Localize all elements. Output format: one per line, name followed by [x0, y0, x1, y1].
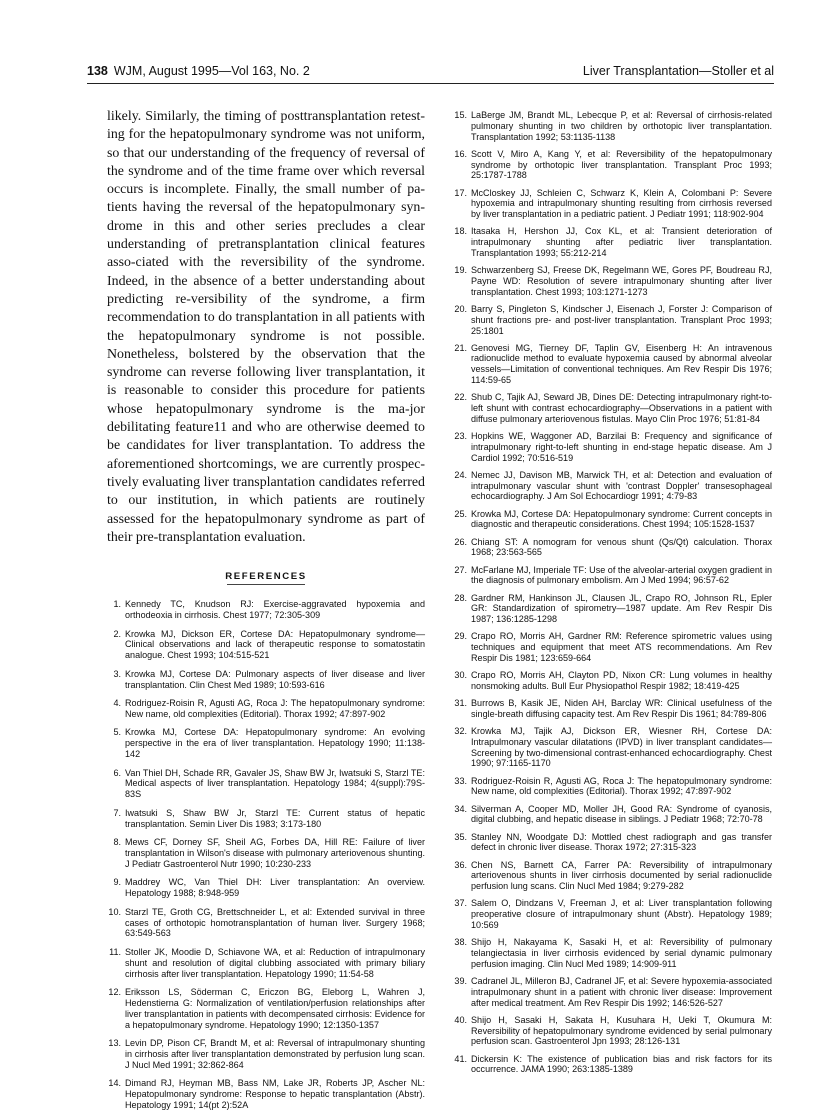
reference-number: 7. [113, 807, 121, 818]
reference-item [450, 976, 772, 1008]
reference-text: Silverman A, Cooper MD, Moller JH, Good RA: Syndrome of cyanosis, digital clubbing, and hepatic disease in siblings. J Pediatr 1968; 72:70-78 [471, 803, 772, 825]
reference-text: Crapo RO, Morris AH, Gardner RM: Reference spirometric values using techniques and equipment that meet ATS recommendations. Am Rev Respir Dis 1981; 123:659-664 [471, 631, 772, 663]
reference-text: Rodriguez-Roisin R, Agusti AG, Roca J: The hepatopulmonary syndrome: New name, old complexities (Editorial). Thorax 1992; 47:897-902 [471, 775, 772, 797]
reference-number: 6. [113, 767, 121, 778]
reference-item [107, 669, 425, 691]
reference-item [450, 431, 772, 463]
reference-item [450, 776, 772, 798]
reference-number: 39. [454, 975, 467, 986]
reference-text: Salem O, Dindzans V, Freeman J, et al: Liver transplantation following preoperative closure of intrapulmonary shunt (Abstr). Hepatology 1989; 10:569 [471, 898, 772, 930]
reference-number: 37. [454, 898, 467, 909]
reference-item [107, 947, 425, 979]
reference-text: Krowka MJ, Tajik AJ, Dickson ER, Wiesner RH, Cortese DA: Intrapulmonary vascular dilatations (IPVD) in liver transplant candidates—Screening by two-dimensional contrast-enhanced echocardiography. Chest 1990; 97:1165-1170 [471, 726, 772, 769]
reference-text: Chen NS, Barnett CA, Farrer PA: Reversibility of intrapulmonary arteriovenous shunts in liver cirrhosis documented by serial radionuclide perfusion lung scans. Clin Nucl Med 1984; 9:279-282 [471, 859, 772, 892]
reference-number: 20. [454, 303, 467, 314]
reference-number: 22. [454, 392, 467, 403]
reference-text: Stanley NN, Woodgate DJ: Mottled chest radiograph and gas transfer defect in chronic liver disease. Thorax 1972; 27:315-323 [471, 831, 772, 853]
reference-number: 24. [454, 469, 467, 480]
reference-number: 30. [454, 670, 467, 681]
reference-item [450, 226, 772, 258]
reference-item [450, 1015, 772, 1047]
reference-item [450, 537, 772, 559]
reference-text: Shijo H, Nakayama K, Sasaki H, et al: Reversibility of pulmonary telangiectasia in liver cirrhosis evidenced by serial dynamic pulmonary perfusion imaging. Clin Nucl Med 1989; 14:909-911 [471, 937, 772, 969]
body-paragraph: likely. Similarly, the timing of posttransplantation retest-ing for the hepatopulmonary syndrome was not uniform, so that our understanding of the frequency of reversal of the syndrome and of the time frame over which reversal occurs is incomplete. Finally, the small number of pa-tients having the reversal of the hepatopulmonary syn-drome in this and other series precludes a clear understanding of pretransplantation clinical features asso-ciated with the reversibility of the syndrome. Indeed, in the absence of a better understanding about predicting re-versibility of the syndrome, a firm recommendation to do transplantation in all patients with the hepatopulmonary syndrome is not possible. Nonetheless, bolstered by the observation that the syndrome can reverse following liver transplantation, it is reasonable to consider this procedure for patients whose hepatopulmonary syndrome is the ma-jor debilitating feature11 and who are otherwise deemed to be candidates for liver transplantation. To address the aforementioned shortcomings, we are currently prospec-tively evaluating liver transplantation candidates referred to our institution, in which patients are routinely assessed for the hepatopulmonary syndrome as part of their pre-transplantation evaluation. [107, 109, 425, 545]
reference-item [107, 727, 425, 759]
reference-text: Barry S, Pingleton S, Kindscher J, Eisenach J, Forster J: Comparison of shunt fractions pre- and post-liver transplantation. Transplant Proc 1993; 25:1801 [471, 303, 772, 336]
reference-text: Mews CF, Dorney SF, Sheil AG, Forbes DA, Hill RE: Failure of liver transplantation in Wilson's disease with pulmonary arteriovenous shunting. J Pediatr Gastroenterol Nutr 1990; 10:230-233 [125, 837, 425, 869]
reference-number: 26. [454, 536, 467, 547]
left-column [107, 108, 425, 1119]
reference-item [450, 698, 772, 720]
reference-text: Eriksson LS, Söderman C, Ericzon BG, Eleborg L, Wahren J, Hedenstierna G: Normalization of ventilation/perfusion relationships after liver transplantation in patients with decompensated cirrhosis: Evidence for a hepatopulmonary syndrome. Hepatology 1990; 12:1350-1357 [125, 987, 425, 1030]
reference-number: 11. [109, 947, 121, 958]
reference-item [450, 265, 772, 297]
running-title: Liver Transplantation—Stoller et al [582, 64, 774, 78]
reference-text: LaBerge JM, Brandt ML, Lebecque P, et al: Reversal of cirrhosis-related pulmonary shunting in two children by orthotopic liver transplantation. Transplantation 1992; 53:1135-1138 [471, 110, 772, 142]
reference-item [107, 1038, 425, 1070]
reference-text: Levin DP, Pison CF, Brandt M, et al: Reversal of intrapulmonary shunting in cirrhosis after liver transplantation demonstrated by perfusion lung scan. J Nucl Med 1991; 32:862-864 [125, 1038, 425, 1070]
reference-item [107, 599, 425, 621]
reference-item [450, 392, 772, 424]
reference-number: 5. [113, 727, 121, 738]
reference-text: McFarlane MJ, Imperiale TF: Use of the alveolar-arterial oxygen gradient in the diagnosis of pulmonary embolism. Am J Med 1994; 96:57-62 [471, 564, 772, 586]
reference-text: Krowka MJ, Cortese DA: Hepatopulmonary syndrome: Current concepts in diagnostic and therapeutic considerations. Chest 1994; 105:1528-1537 [471, 508, 772, 530]
reference-number: 15. [454, 110, 467, 120]
reference-number: 21. [454, 342, 467, 353]
reference-text: Crapo RO, Morris AH, Clayton PD, Nixon CR: Lung volumes in healthy nonsmoking adults. Bull Eur Physiopathol Respir 1982; 18:419-425 [471, 670, 772, 691]
reference-item [450, 726, 772, 769]
reference-text: Schwarzenberg SJ, Freese DK, Regelmann WE, Gores PF, Boudreau RJ, Payne WD: Resolution of severe intrapulmonary shunting after liver transplantation. Chest 1993; 103:1271-1273 [471, 265, 772, 297]
reference-text: Gardner RM, Hankinson JL, Clausen JL, Crapo RO, Johnson RL, Epler GR: Standardization of spirometry—1987 update. Am Rev Respir Dis 1987; 136:1285-1298 [471, 592, 772, 625]
reference-number: 31. [454, 698, 467, 709]
reference-text: Krowka MJ, Dickson ER, Cortese DA: Hepatopulmonary syndrome—Clinical observations and lack of therapeutic response to somatostatin analogue. Chest 1993; 104:515-521 [125, 628, 425, 661]
reference-item [107, 837, 425, 869]
reference-number: 34. [454, 803, 467, 814]
reference-item [450, 110, 772, 142]
reference-number: 18. [454, 226, 467, 237]
right-column [450, 110, 772, 1082]
reference-item [107, 907, 425, 939]
reference-text: Scott V, Miro A, Kang Y, et al: Reversibility of the hepatopulmonary syndrome by orthotopic liver transplantation. Transplant Proc 1993; 25:1787-1788 [471, 148, 772, 181]
reference-text: McCloskey JJ, Schleien C, Schwarz K, Klein A, Colombani P: Severe hypoxemia and intrapulmonary shunting resulting from cirrhosis reversed by liver transplantation in a pediatric patient. J Pediatr 1991; 118:902-904 [471, 187, 772, 220]
reference-number: 40. [454, 1014, 467, 1025]
reference-text: Krowka MJ, Cortese DA: Hepatopulmonary syndrome: An evolving perspective in the era of liver transplantation. Hepatology 1990; 11:138-142 [125, 727, 425, 760]
reference-number: 36. [454, 859, 467, 870]
reference-item [450, 898, 772, 930]
reference-item [450, 149, 772, 181]
reference-text: Cadranel JL, Milleron BJ, Cadranel JF, et al: Severe hypoxemia-associated intrapulmonary shunt in a patient with chronic liver disease: Improvement after medical treatment. Am Rev Respir Dis 1992; 146:526-527 [471, 975, 772, 1008]
reference-item [450, 343, 772, 386]
reference-text: Dimand RJ, Heyman MB, Bass NM, Lake JR, Roberts JP, Ascher NL: Hepatopulmonary syndrome: Response to hepatic transplantation (Abstr). Hepatology 1991; 14(pt 2):52A [125, 1078, 425, 1110]
reference-item [450, 670, 772, 692]
reference-text: Stoller JK, Moodie D, Schiavone WA, et al: Reduction of intrapulmonary shunt and resolution of digital clubbing associated with primary biliary cirrhosis after liver transplantation. Hepatology 1990; 11:54-58 [125, 947, 425, 979]
reference-number: 12. [108, 987, 121, 998]
header-left [87, 64, 310, 78]
reference-text: Itasaka H, Hershon JJ, Cox KL, et al: Transient deterioration of intrapulmonary shunting after pediatric liver transplantation. Transplantation 1993; 55:212-214 [471, 226, 772, 258]
reference-text: Krowka MJ, Cortese DA: Pulmonary aspects of liver disease and liver transplantation. Clin Chest Med 1989; 10:593-616 [125, 668, 425, 690]
reference-number: 3. [113, 668, 121, 679]
reference-text: Starzl TE, Groth CG, Brettschneider L, et al: Extended survival in three cases of orthotopic homotransplantation of human liver. Surgery 1968; 63:549-563 [125, 906, 425, 939]
reference-item [450, 631, 772, 663]
reference-text: Maddrey WC, Van Thiel DH: Liver transplantation: An overview. Hepatology 1988; 8:948-959 [125, 877, 425, 899]
reference-item [107, 698, 425, 720]
reference-text: Shub C, Tajik AJ, Seward JB, Dines DE: Detecting intrapulmonary right-to-left shunt with contrast echocardiography—Observations in a patient with diffuse pulmonary arteriovenous fistulas. Mayo Clin Proc 1976; 51:81-84 [471, 392, 772, 424]
page-number: 138 [87, 64, 108, 78]
reference-number: 27. [454, 564, 467, 575]
reference-item [450, 860, 772, 892]
reference-number: 19. [454, 265, 467, 276]
reference-number: 32. [454, 726, 467, 737]
reference-item [450, 304, 772, 336]
reference-item [450, 188, 772, 220]
reference-item [107, 987, 425, 1030]
reference-number: 1. [113, 599, 121, 610]
reference-number: 4. [113, 698, 121, 709]
reference-text: Van Thiel DH, Schade RR, Gavaler JS, Shaw BW Jr, Iwatsuki S, Starzl TE: Medical aspects of liver transplantation. Hepatology 1984; 4(suppl):79S-83S [125, 767, 425, 800]
reference-item [107, 768, 425, 800]
reference-number: 33. [454, 775, 467, 786]
reference-number: 9. [113, 877, 121, 888]
reference-item [107, 1078, 425, 1110]
reference-number: 29. [454, 631, 467, 642]
reference-item [107, 877, 425, 899]
reference-text: Chiang ST: A nomogram for venous shunt (Qs/Qt) calculation. Thorax 1968; 23:563-565 [471, 536, 772, 558]
reference-item [450, 937, 772, 969]
reference-text: Rodriguez-Roisin R, Agusti AG, Roca J: The hepatopulmonary syndrome: New name, old complexities (Editorial). Thorax 1992; 47:897-902 [125, 698, 425, 719]
reference-text: Shijo H, Sasaki H, Sakata H, Kusuhara H, Ueki T, Okumura M: Reversibility of hepatopulmonary syndrome evidenced by serial pulmonary perfusion scan. Gastroenterol Jpn 1993; 28:126-131 [471, 1014, 772, 1047]
reference-number: 25. [454, 508, 467, 519]
reference-item [107, 629, 425, 661]
references-list-left [107, 599, 425, 1111]
reference-number: 14. [108, 1078, 121, 1089]
reference-number: 35. [454, 831, 467, 842]
header-rule [87, 83, 774, 84]
reference-text: Genovesi MG, Tierney DF, Taplin GV, Eisenberg H: An intravenous radionuclide method to evaluate hypoxemia caused by abnormal alveolar vessels—Limitation of conventional techniques. Am Rev Respir Dis 1976; 114:59-65 [471, 342, 772, 386]
reference-item [450, 509, 772, 531]
reference-item [450, 832, 772, 854]
reference-number: 13. [108, 1038, 121, 1049]
reference-text: Kennedy TC, Knudson RJ: Exercise-aggravated hypoxemia and orthodeoxia in cirrhosis. Chest 1977; 72:305-309 [125, 599, 425, 620]
reference-number: 38. [454, 937, 467, 948]
reference-text: Dickersin K: The existence of publication bias and risk factors for its occurrence. JAMA 1990; 263:1385-1389 [471, 1053, 772, 1075]
reference-item [450, 470, 772, 502]
reference-number: 16. [454, 148, 467, 159]
reference-text: Iwatsuki S, Shaw BW Jr, Starzl TE: Current status of hepatic transplantation. Semin Liver Dis 1983; 3:173-180 [125, 807, 425, 829]
references-heading: REFERENCES [225, 571, 307, 583]
references-list-right [450, 110, 772, 1075]
reference-number: 10. [108, 906, 121, 917]
reference-number: 17. [454, 187, 467, 198]
reference-item [107, 808, 425, 830]
reference-text: Burrows B, Kasik JE, Niden AH, Barclay WR: Clinical usefulness of the single-breath diffusing capacity test. Am Rev Respir Dis 1961; 84:789-806 [471, 698, 772, 719]
reference-text: Hopkins WE, Waggoner AD, Barzilai B: Frequency and significance of intrapulmonary right-to-left shunting in end-stage hepatic disease. Am J Cardiol 1992; 70:516-519 [471, 431, 772, 463]
reference-number: 23. [454, 431, 467, 442]
reference-number: 8. [113, 837, 121, 848]
reference-item [450, 593, 772, 625]
reference-number: 41. [454, 1053, 467, 1064]
journal-info: WJM, August 1995—Vol 163, No. 2 [113, 64, 310, 78]
reference-item [450, 565, 772, 587]
reference-text: Nemec JJ, Davison MB, Marwick TH, et al: Detection and evaluation of intrapulmonary vascular shunt with 'contrast Doppler' transesophageal echocardiography. J Am Sol Echocardiogr 1991; 4:79-83 [471, 469, 772, 502]
reference-number: 2. [113, 628, 121, 639]
reference-number: 28. [454, 592, 467, 603]
reference-item [450, 804, 772, 826]
page-header [87, 64, 774, 84]
